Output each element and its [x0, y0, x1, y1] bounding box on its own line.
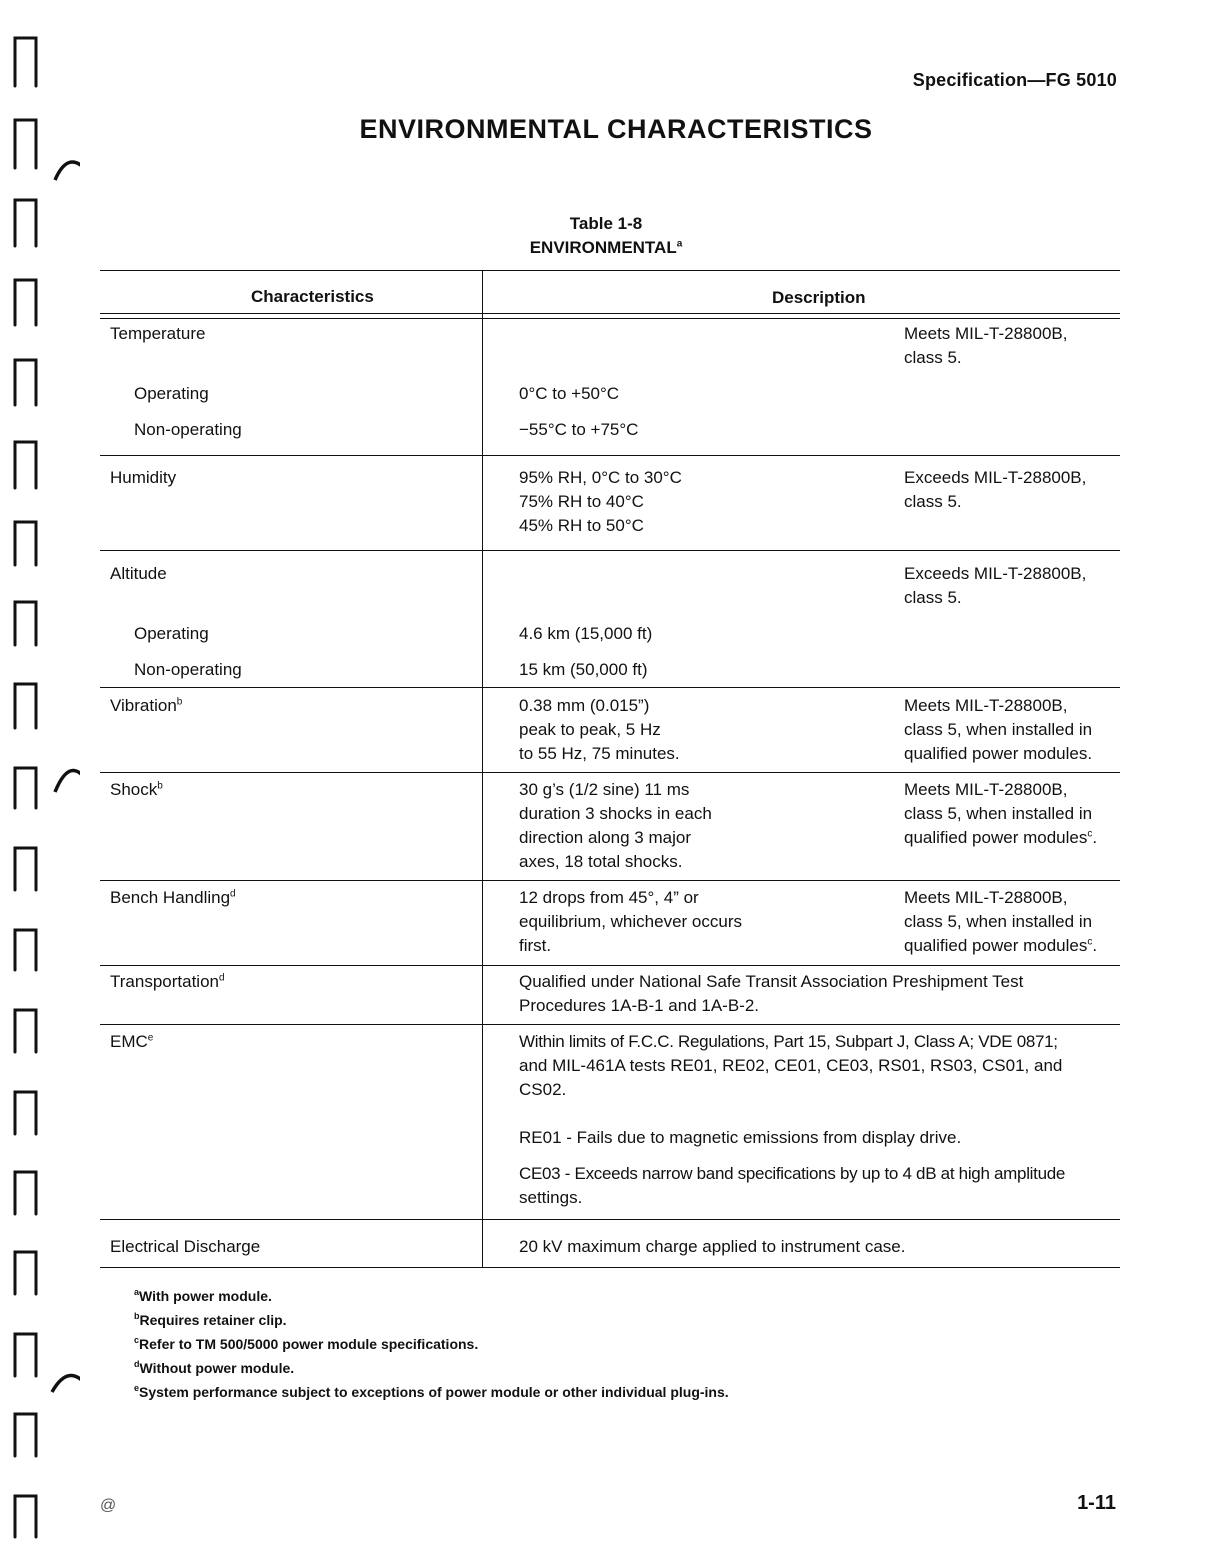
bench-line-2: equilibrium, whichever occurs — [519, 912, 742, 931]
row-rule — [100, 687, 1120, 688]
page-title: ENVIRONMENTAL CHARACTERISTICS — [359, 114, 873, 144]
shock-line-3: direction along 3 major — [519, 828, 691, 847]
table-bottom-rule — [100, 1267, 1120, 1268]
temperature-non-operating-value: −55°C to +75°C — [519, 420, 639, 439]
footnote-marker: d — [230, 888, 236, 900]
footnote-marker: b — [157, 780, 163, 792]
column-header-description: Description — [772, 288, 866, 307]
humidity-line-3: 45% RH to 50°C — [519, 516, 644, 535]
vibration-note-2: class 5, when installed in — [904, 720, 1093, 739]
shock-note-2: class 5, when installed in — [904, 804, 1093, 823]
footnote-e: $^e$System performance subject to exceptions of power module or other individual plug-ins. — [134, 1383, 729, 1400]
footnote-a: $^a$With power module. — [134, 1287, 272, 1304]
page-number: 1-11 — [1077, 1492, 1116, 1514]
section-header: Specification—FG 5010 — [912, 70, 1117, 90]
footnote-marker: d — [218, 972, 225, 984]
footnote-b: $^b$Requires retainer clip. — [134, 1311, 287, 1328]
altitude-operating-value: 4.6 km (15,000 ft) — [519, 624, 653, 643]
column-header-characteristics: Characteristics — [251, 287, 374, 306]
vibration-note-3: qualified power modules. — [904, 744, 1093, 763]
footnotes — [134, 1284, 729, 1404]
shock-line-2: duration 3 shocks in each — [519, 804, 712, 823]
emc-exception-ce03-line-1: CE03 - Exceeds narrow band specifications by up to 4 dB at high amplitude — [519, 1164, 1066, 1183]
vibration-line-3: to 55 Hz, 75 minutes. — [519, 744, 680, 763]
temperature-note: Meets MIL-T-28800B, class 5. — [904, 324, 1068, 367]
row-label-temperature: Temperature — [110, 324, 206, 343]
row-label-electrical-discharge: Electrical Discharge — [110, 1237, 261, 1256]
altitude-non-operating-label: Non-operating — [134, 660, 242, 679]
binder-holes — [0, 0, 80, 1567]
emc-line-1: Within limits of F.C.C. Regulations, Part 15, Subpart J, Class A; VDE 0871; — [519, 1032, 1058, 1051]
bench-line-3: first. — [519, 936, 552, 955]
copyright-mark: @ — [100, 1497, 117, 1514]
vibration-line-2: peak to peak, 5 Hz — [519, 720, 661, 739]
altitude-non-operating-value: 15 km (50,000 ft) — [519, 660, 648, 679]
footnote-marker: b — [176, 696, 183, 708]
row-rule — [100, 772, 1120, 773]
footnote-marker: c — [1087, 936, 1093, 948]
shock-note-1: Meets MIL-T-28800B, — [904, 780, 1068, 799]
row-rule — [100, 1219, 1120, 1220]
column-divider — [482, 270, 483, 1268]
row-rule — [100, 455, 1120, 456]
emc-line-2: and MIL-461A tests RE01, RE02, CE01, CE03, RS01, RS03, CS01, and — [519, 1056, 1063, 1075]
emc-line-3: CS02. — [519, 1080, 567, 1099]
vibration-line-1: 0.38 mm (0.015”) — [519, 696, 650, 715]
altitude-note: Exceeds MIL-T-28800B, class 5. — [904, 564, 1087, 607]
vibration-note-1: Meets MIL-T-28800B, — [904, 696, 1068, 715]
bench-line-1: 12 drops from 45°, 4” or — [519, 888, 699, 907]
footnote-c: $^c$Refer to TM 500/5000 power module specifications. — [134, 1335, 479, 1352]
humidity-line-2: 75% RH to 40°C — [519, 492, 644, 511]
temperature-operating-value: 0°C to +50°C — [519, 384, 620, 403]
table-top-rule — [100, 270, 1120, 271]
shock-line-4: axes, 18 total shocks. — [519, 852, 683, 871]
row-label-humidity: Humidity — [110, 468, 177, 487]
humidity-note: Exceeds MIL-T-28800B, class 5. — [904, 468, 1087, 511]
bench-note-2: class 5, when installed in — [904, 912, 1093, 931]
footnote-marker: c — [1087, 828, 1093, 840]
row-label-shock: Shock$^b$ — [110, 780, 163, 799]
header-rule — [100, 318, 1120, 319]
footnote-marker: e — [147, 1032, 154, 1044]
bench-note-3: qualified power modules$^c$. — [904, 936, 1098, 955]
table-name: ENVIRONMENTAL$^a$ — [529, 238, 683, 257]
temperature-operating-label: Operating — [134, 384, 209, 403]
row-rule — [100, 880, 1120, 881]
row-rule — [100, 965, 1120, 966]
altitude-operating-label: Operating — [134, 624, 209, 643]
row-label-emc: EMC$^e$ — [110, 1032, 154, 1051]
row-rule — [100, 550, 1120, 551]
row-rule — [100, 1024, 1120, 1025]
emc-exception-re01: RE01 - Fails due to magnetic emissions from display drive. — [519, 1128, 962, 1147]
row-label-vibration: Vibration$^b$ — [110, 696, 183, 715]
transportation-line-2: Procedures 1A-B-1 and 1A-B-2. — [519, 996, 760, 1015]
footnote-d: $^d$Without power module. — [134, 1359, 295, 1376]
row-label-transportation: Transportation$^d$ — [110, 972, 225, 991]
emc-exception-ce03-line-2: settings. — [519, 1188, 583, 1207]
header-rule — [100, 313, 1120, 314]
transportation-line-1: Qualified under National Safe Transit Association Preshipment Test — [519, 972, 1024, 991]
humidity-line-1: 95% RH, 0°C to 30°C — [519, 468, 682, 487]
footnote-marker: a — [676, 238, 683, 250]
row-label-bench-handling: Bench Handling$^d$ — [110, 888, 236, 907]
temperature-non-operating-label: Non-operating — [134, 420, 242, 439]
shock-line-1: 30 g’s (1/2 sine) 11 ms — [519, 780, 690, 799]
bench-note-1: Meets MIL-T-28800B, — [904, 888, 1068, 907]
row-label-altitude: Altitude — [110, 564, 167, 583]
electrical-discharge-description: 20 kV maximum charge applied to instrument case. — [519, 1237, 906, 1256]
shock-note-3: qualified power modules$^c$. — [904, 828, 1098, 847]
table-number: Table 1-8 — [569, 214, 643, 233]
